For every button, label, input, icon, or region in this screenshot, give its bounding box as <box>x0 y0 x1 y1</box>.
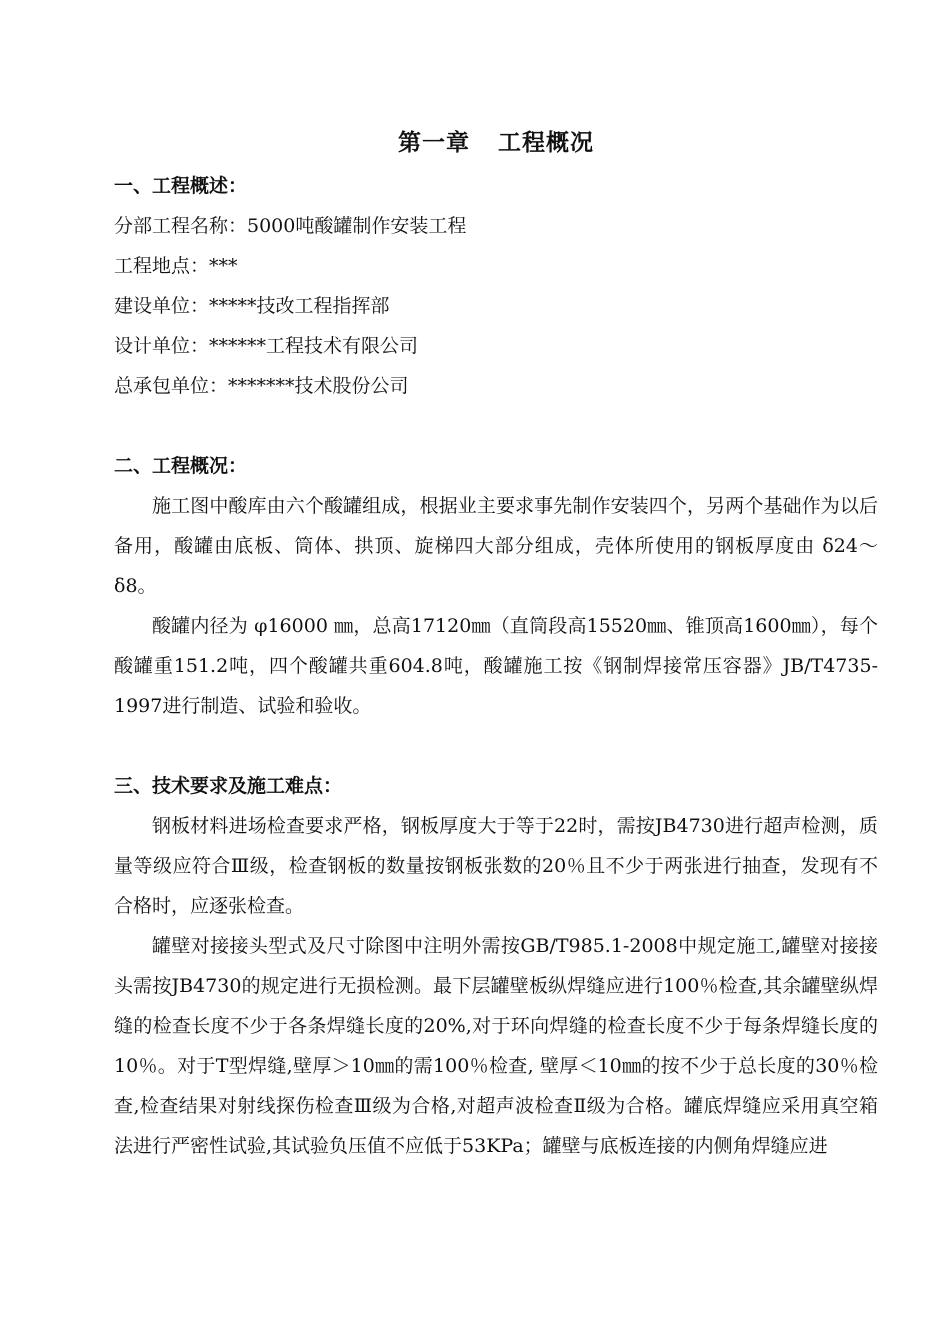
paragraph: 罐壁对接接头型式及尺寸除图中注明外需按GB/T985.1-2008中规定施工,罐壁对接接头需按JB4730的规定进行无损检测。最下层罐壁板纵焊缝应进行100％检查,其余罐壁纵焊缝的检查长度不少于各条焊缝长度的20%,对于环向焊缝的检查长度不少于每条焊缝长度的10％。对于T型焊缝,壁厚＞10㎜的需100％检查, 壁厚＜10㎜的按不少于总长度的30％检查,检查结果对射线探伤检查Ⅲ级为合格,对超声波检查Ⅱ级为合格。罐底焊缝应采用真空箱法进行严密性试验,其试验负压值不应低于53KPa；罐壁与底板连接的内侧角焊缝应进 <box>114 935 878 1157</box>
paragraph: 钢板材料进场检查要求严格，钢板厚度大于等于22时，需按JB4730进行超声检测，质量等级应符合Ⅲ级，检查钢板的数量按钢板张数的20％且不少于两张进行抽查，发现有不合格时，应逐张检查。 <box>114 815 878 917</box>
blank-line <box>114 726 878 766</box>
chapter-title <box>114 124 878 162</box>
project-location-line: 工程地点：*** <box>114 255 238 277</box>
document-body <box>114 124 878 1166</box>
chapter-number: 第一章 <box>398 130 470 156</box>
section-general <box>114 446 878 726</box>
paragraph: 施工图中酸库由六个酸罐组成，根据业主要求事先制作安装四个，另两个基础作为以后备用，酸罐由底板、筒体、拱顶、旋梯四大部分组成，壳体所使用的钢板厚度由 δ24～δ8。 <box>114 495 878 597</box>
project-name-line: 分部工程名称：5000吨酸罐制作安装工程 <box>114 215 467 237</box>
section-heading: 二、工程概况： <box>114 455 248 477</box>
design-unit-line: 设计单位：******工程技术有限公司 <box>114 335 419 357</box>
chapter-name: 工程概况 <box>498 130 594 156</box>
paragraph: 酸罐内径为 φ16000 ㎜，总高17120㎜（直筒段高15520㎜、锥顶高1600㎜），每个酸罐重151.2吨，四个酸罐共重604.8吨，酸罐施工按《钢制焊接常压容器》JB/T4735-1997进行制造、试验和验收。 <box>114 615 878 717</box>
section-heading: 三、技术要求及施工难点： <box>114 775 343 797</box>
contractor-unit-line: 总承包单位：*******技术股份公司 <box>114 375 409 397</box>
section-technical <box>114 766 878 1166</box>
blank-line <box>114 406 878 446</box>
section-overview <box>114 166 878 406</box>
section-heading: 一、工程概述： <box>114 175 248 197</box>
owner-unit-line: 建设单位：*****技改工程指挥部 <box>114 295 390 317</box>
